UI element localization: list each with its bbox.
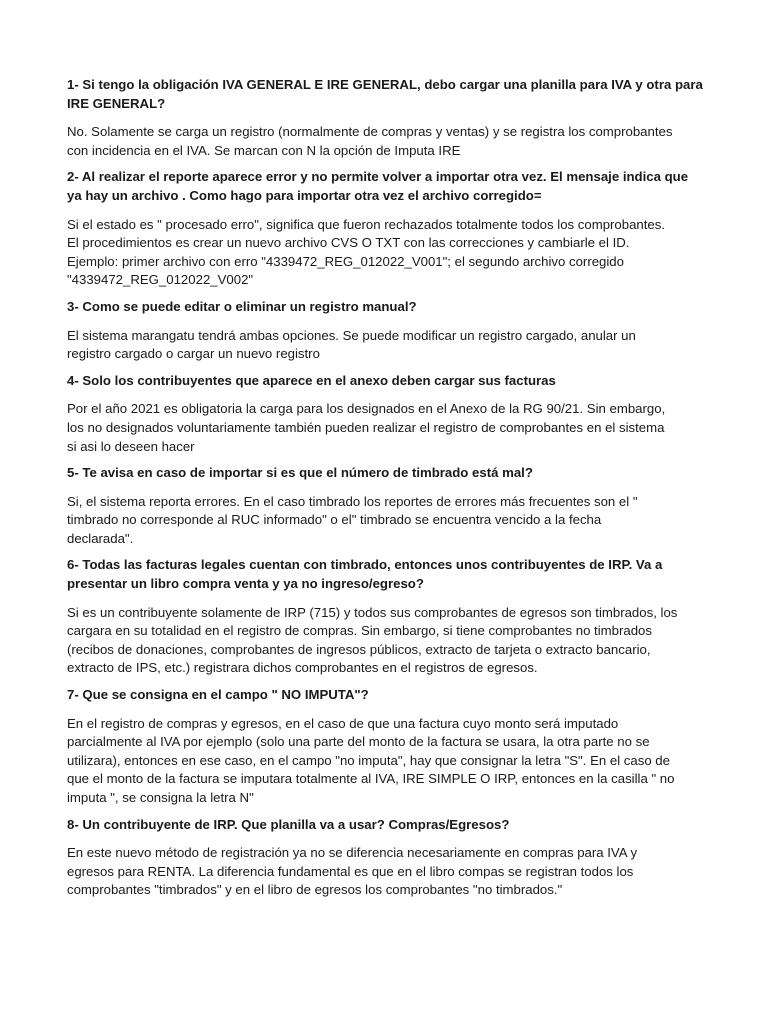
faq-answer-3: El sistema marangatu tendrá ambas opciones. Se puede modificar un registro cargado, anular un registro cargado o cargar un nuevo registro <box>67 327 636 362</box>
faq-item-5 <box>67 464 717 548</box>
faq-question-4: 4- Solo los contribuyentes que aparece en el anexo deben cargar sus facturas <box>67 372 556 388</box>
faq-item-3 <box>67 298 717 364</box>
faq-answer-7: En el registro de compras y egresos, en el caso de que una factura cuyo monto será imputado parcialmente al IVA por ejemplo (solo una parte del monto de la factura se usara, la otra parte no se utilizara), entonces en ese caso, en el campo "no imputa", hay que consignar la letra "S". En el caso de que el monto de la factura se imputara totalmente al IVA, IRE SIMPLE O IRP, entonces en la casilla " no imputa ", se consigna la letra N" <box>67 715 675 805</box>
faq-answer-5: Si, el sistema reporta errores. En el caso timbrado los reportes de errores más frecuentes son el " timbrado no corresponde al RUC informado" o el" timbrado se encuentra vencido a la fecha declarada". <box>67 493 638 546</box>
faq-item-7 <box>67 686 717 808</box>
faq-question-5: 5- Te avisa en caso de importar si es que el número de timbrado está mal? <box>67 465 533 481</box>
faq-question-2: 2- Al realizar el reporte aparece error y no permite volver a importar otra vez. El mensaje indica que ya hay un archivo . Como hago para importar otra vez el archivo corregido= <box>67 169 689 203</box>
faq-question-8: 8- Un contribuyente de IRP. Que planilla va a usar? Compras/Egresos? <box>67 816 510 832</box>
faq-item-4 <box>67 372 717 456</box>
faq-question-7: 7- Que se consigna en el campo " NO IMPUTA"? <box>67 687 369 703</box>
faq-item-8 <box>67 816 717 900</box>
faq-question-6: 6- Todas las facturas legales cuentan con timbrado, entonces unos contribuyentes de IRP. Va a presentar un libro compra venta y ya no ingreso/egreso? <box>67 557 663 592</box>
faq-question-3: 3- Como se puede editar o eliminar un registro manual? <box>67 298 417 314</box>
faq-answer-2: Si el estado es " procesado erro", significa que fueron rechazados totalmente todos los comprobantes. El procedimientos es crear un nuevo archivo CVS O TXT con las correcciones y cambiarle el ID. Ejemplo: primer archivo con erro "4339472_REG_012022_V001"; el segundo archivo corregido "4339472_REG_012022_V002" <box>67 216 666 288</box>
faq-item-2 <box>67 168 717 290</box>
faq-answer-1: No. Solamente se carga un registro (normalmente de compras y ventas) y se registra los comprobantes con incidencia en el IVA. Se marcan con N la opción de Imputa IRE <box>67 124 673 158</box>
faq-item-6 <box>67 556 717 678</box>
faq-answer-6: Si es un contribuyente solamente de IRP (715) y todos sus comprobantes de egresos son timbrados, los cargara en su totalidad en el registro de compras. Sin embargo, si tiene comprobantes no timbrados (recibos de donaciones, comprobantes de ingresos públicos, extracto de tarjeta o extracto bancario, extracto de IPS, etc.) registrara dichos comprobantes en el registros de egresos. <box>67 604 678 676</box>
faq-question-1: 1- Si tengo la obligación IVA GENERAL E IRE GENERAL, debo cargar una planilla para IVA y otra para IRE GENERAL? <box>67 77 703 111</box>
faq-item-1 <box>67 76 717 160</box>
faq-answer-8: En este nuevo método de registración ya no se diferencia necesariamente en compras para IVA y egresos para RENTA. La diferencia fundamental es que en el libro compas se registran todos los comprobantes "timbrados" y en el libro de egresos los comprobantes "no timbrados." <box>67 845 638 898</box>
faq-answer-4: Por el año 2021 es obligatoria la carga para los designados en el Anexo de la RG 90/21. Sin embargo, los no designados voluntariamente también pueden realizar el registro de comprobantes en el sistema si asi lo deseen hacer <box>67 401 666 454</box>
faq-document <box>67 76 717 908</box>
